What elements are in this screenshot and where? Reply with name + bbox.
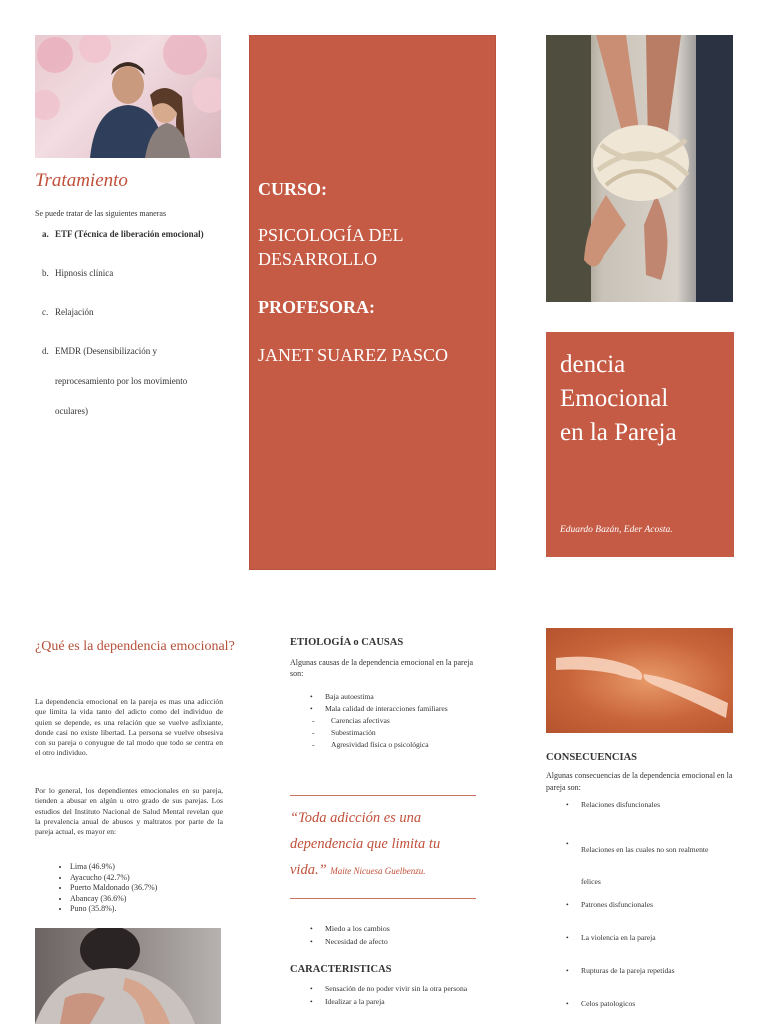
etiologia-intro: Algunas causas de la dependencia emocional en la pareja son: xyxy=(290,658,474,678)
places-list xyxy=(62,862,157,915)
couple-photo xyxy=(35,35,221,158)
list-item: • Lima (46.9%) xyxy=(70,862,157,873)
list-item: reprocesamiento por los movimiento xyxy=(55,376,188,386)
course-info-panel xyxy=(249,35,496,570)
list-item: - Subestimación xyxy=(312,728,376,737)
quote-divider-top xyxy=(290,795,476,796)
list-item: • Idealizar a la pareja xyxy=(310,997,385,1006)
quote: “Toda adicción es una dependencia que limita tu vida.” Maite Nicuesa Guelbenzu. xyxy=(290,810,441,878)
profesora-name: JANET SUAREZ PASCO xyxy=(258,345,449,365)
brochure-title: dencia Emocional en la Pareja xyxy=(560,351,677,446)
consecuencias-title: CONSECUENCIAS xyxy=(546,752,638,763)
etiologia-title: ETIOLOGÍA o CAUSAS xyxy=(290,637,404,648)
list-item: • Rupturas de la pareja repetidas xyxy=(566,966,675,975)
brochure-title-panel xyxy=(546,332,734,557)
list-item: • La violencia en la pareja xyxy=(566,933,656,942)
list-item: • Relaciones disfuncionales xyxy=(566,800,661,809)
list-item: b. Hipnosis clínica xyxy=(42,268,114,278)
list-item: - Carencias afectivas xyxy=(312,716,390,725)
quote-author: Maite Nicuesa Guelbenzu. xyxy=(330,866,426,876)
que-es-title: ¿Qué es la dependencia emocional? xyxy=(35,639,235,654)
tied-hands-photo xyxy=(546,35,733,302)
list-item: • Patrones disfuncionales xyxy=(566,900,653,909)
list-item: d. EMDR (Desensibilización y xyxy=(42,346,157,356)
list-item: • Celos patologicos xyxy=(566,999,636,1008)
list-item: • Abancay (36.6%) xyxy=(70,894,157,905)
consecuencias-intro: Algunas consecuencias de la dependencia emocional en la pareja son: xyxy=(546,771,733,792)
list-item: • Miedo a los cambios xyxy=(310,924,390,933)
curso-label: CURSO: xyxy=(258,179,328,199)
list-item: - Agresividad física o psicológica xyxy=(312,740,429,749)
list-item: • Ayacucho (42.7%) xyxy=(70,873,157,884)
caracteristicas-list xyxy=(310,982,480,1008)
list-item: a. ETF (Técnica de liberación emocional) xyxy=(42,229,204,239)
list-item: • Mala calidad de interacciones familiares xyxy=(310,704,448,713)
etiologia-list xyxy=(310,691,480,751)
list-item: • Puerto Maldonado (36.7%) xyxy=(70,883,157,894)
reaching-hands-image xyxy=(546,628,733,733)
list-item: • Relaciones en las cuales no son realmente felices xyxy=(566,839,709,886)
curso-line-2: DESARROLLO xyxy=(258,249,378,269)
list-item: oculares) xyxy=(55,406,88,416)
extra-causes-list xyxy=(310,922,390,948)
profesora-label: PROFESORA: xyxy=(258,297,375,317)
que-es-paragraph-2: Por lo general, los dependientes emocionales en su pareja, tienden a abusar en algún u otro grado de sus parejas. Los estudios del Instituto Nacional de Salud Mental revelan que la prevalencia anual de abusos y maltratos por parte de la pareja actual, es mayor en: xyxy=(35,786,223,837)
list-item: • Necesidad de afecto xyxy=(310,937,388,946)
embrace-photo xyxy=(35,928,221,1024)
list-item: c. Relajación xyxy=(42,307,94,317)
list-item: • Baja autoestima xyxy=(310,692,374,701)
list-item: • Sensación de no poder vivir sin la otra persona xyxy=(310,984,468,993)
tratamiento-intro: Se puede tratar de las siguientes maneras xyxy=(35,209,167,218)
caracteristicas-title: CARACTERISTICAS xyxy=(290,964,392,975)
list-item: • Puno (35.8%). xyxy=(70,904,157,915)
que-es-paragraph-1: La dependencia emocional en la pareja es mas una adicción que limita la vida tanto del adicto como del individuo de quien se depende, es una relación que se vuelve asfixiante, donde casi no existe libertad. La persona se vuelve obsesiva con su pareja o conyugue de tal modo que todo se centra en el otro individuo. xyxy=(35,697,223,758)
authors: Eduardo Bazán, Eder Acosta. xyxy=(560,525,673,535)
tratamiento-title: Tratamiento xyxy=(35,170,128,191)
quote-divider-bottom xyxy=(290,898,476,899)
curso-line-1: PSICOLOGÍA DEL xyxy=(258,225,404,245)
